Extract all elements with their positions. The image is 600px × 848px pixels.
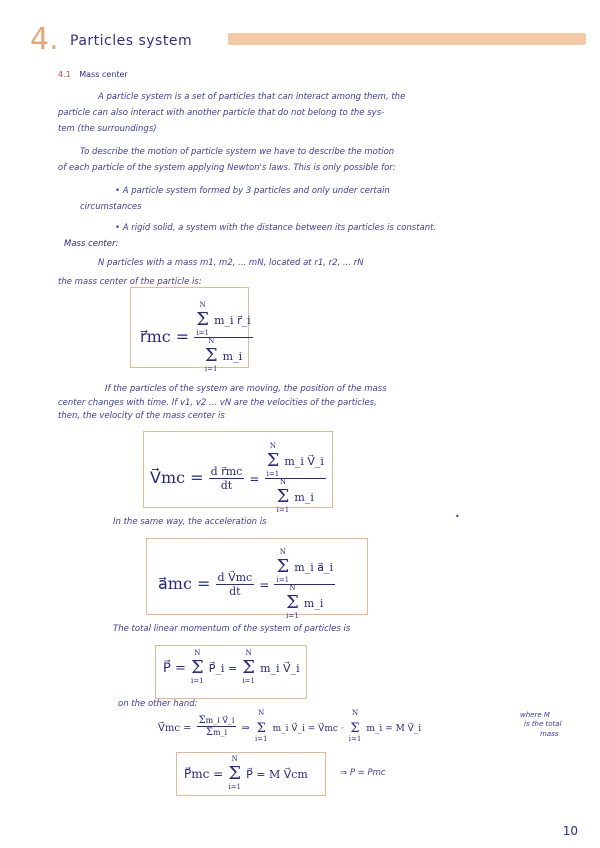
- bullet-line: circumstances: [80, 202, 142, 212]
- subsection-heading: [58, 70, 128, 79]
- eq-p-mid: P⃗_i =: [208, 662, 238, 675]
- eq-amc-lhs: a⃗mc =: [158, 574, 211, 593]
- equation-momentum: P⃗ = N Σ i=1 P⃗_i = N Σ i=1 m_i V⃗_i: [163, 649, 300, 685]
- equation-pmc: P⃗mc = N Σ i=1 P⃗ = M V⃗cm: [184, 755, 308, 791]
- paragraph-line: center changes with time. If v1, v2 ... vN are the velocities of the particles,: [58, 398, 377, 408]
- final-result: ⇒ P = Pmc: [340, 768, 386, 778]
- mass-center-label: Mass center:: [64, 239, 119, 249]
- paragraph-line: of each particle of the system applying Newton's laws. This is only possible for:: [58, 163, 396, 173]
- paragraph-line: then, the velocity of the mass center is: [58, 411, 225, 421]
- note-where: where M: [520, 711, 550, 719]
- paragraph-line: The total linear momentum of the system of particles is: [113, 624, 351, 634]
- section-number: 4.: [30, 22, 59, 57]
- note-mass: mass: [540, 730, 559, 738]
- eq-p-rhs: m_i V⃗_i: [260, 662, 300, 675]
- bullet-line: • A rigid solid, a system with the distance between its particles is constant.: [115, 223, 437, 233]
- paragraph-line: on the other hand:: [118, 699, 198, 709]
- note-total: is the total: [524, 720, 562, 728]
- eq-vmc-lhs: V⃗mc =: [150, 468, 204, 487]
- equation-amc: a⃗mc = $\frac{\text{d V⃗mc}}{dt}$ = N Σ i=1 m_i a⃗_i N Σ i=1 m_i: [158, 548, 333, 620]
- paragraph-line: To describe the motion of particle system we have to describe the motion: [80, 147, 395, 157]
- eq-rmc-den: m_i: [222, 350, 243, 363]
- paragraph-line: If the particles of the system are moving, the position of the mass: [105, 384, 387, 394]
- eq-other-lhs: V⃗mc =: [158, 723, 192, 734]
- stray-mark: •: [455, 512, 460, 521]
- paragraph-line: In the same way, the acceleration is: [113, 517, 267, 527]
- eq-vmc-num: m_i V⃗_i: [284, 455, 324, 468]
- paragraph-line: tem (the surroundings): [58, 124, 157, 134]
- eq-pmc-mid: P⃗ = M V⃗cm: [246, 768, 308, 781]
- equation-rmc: r⃗mc = N Σ i=1 m_i r⃗_i N Σ i=1 m_i: [140, 301, 251, 373]
- eq-p-lhs: P⃗ =: [163, 661, 186, 676]
- eq-vmc-den: m_i: [294, 491, 314, 504]
- paragraph-line: the mass center of the particle is:: [58, 277, 202, 287]
- paragraph-line: particle can also interact with another particle that do not belong to the sys-: [58, 108, 385, 118]
- subsection-title: Mass center: [79, 70, 128, 79]
- eq-amc-num: m_i a⃗_i: [294, 561, 333, 574]
- equation-vmc: V⃗mc = $\frac{\text{d r⃗mc}}{dt}$ = N Σ i=1 m_i V⃗_i N Σ i=1 m_i: [150, 442, 324, 514]
- eq-amc-den: m_i: [303, 597, 324, 610]
- equation-other-hand: V⃗mc = $\frac{\text{Σm\_i V⃗\_i}}{\Sigma m\_i}$ ⇒ N Σ i=1 m_i V⃗_i = V⃗mc · N Σ i=1 m_i = M V⃗_i: [158, 709, 422, 743]
- paragraph-line: N particles with a mass m1, m2, ... mN, located at r1, r2, ... rN: [98, 258, 364, 268]
- eq-rmc-num: m_i r⃗_i: [214, 314, 251, 327]
- bullet-line: • A particle system formed by 3 particles and only under certain: [115, 186, 390, 196]
- eq-rmc-lhs: r⃗mc =: [140, 327, 190, 346]
- paragraph-line: A particle system is a set of particles that can interact among them, the: [98, 92, 406, 102]
- title-highlight-bar: [228, 33, 586, 45]
- page-number: 10: [562, 824, 578, 838]
- section-title: Particles system: [70, 33, 193, 49]
- subsection-number: 4.1: [58, 70, 71, 79]
- eq-pmc-lhs: P⃗mc =: [184, 767, 224, 781]
